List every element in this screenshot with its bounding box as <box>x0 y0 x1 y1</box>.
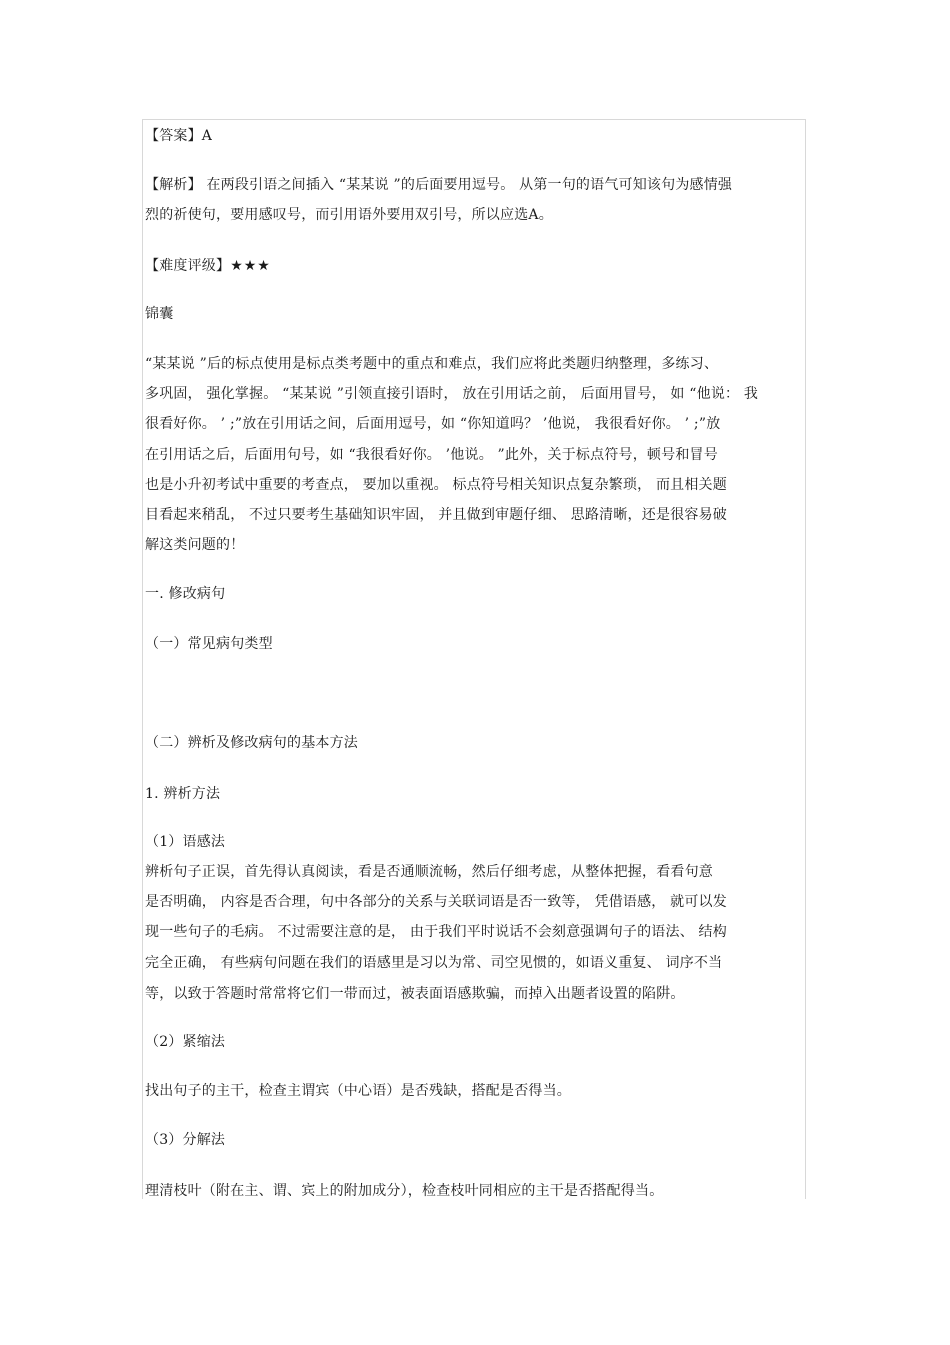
answer-line: 【答案】A <box>145 128 213 144</box>
subsection-methods: （二）辨析及修改病句的基本方法 <box>145 735 358 751</box>
tips-line: 也是小升初考试中重要的考查点， 要加以重视。 标点符号相关知识点复杂繁琐， 而且相关题 <box>145 477 727 493</box>
analysis-line-2: 烈的祈使句，要用感叹号，而引用语外要用双引号，所以应选A。 <box>145 207 553 223</box>
method-1-title: （1）语感法 <box>145 834 226 850</box>
method-2-text: 找出句子的主干，检查主谓宾（中心语）是否残缺，搭配是否得当。 <box>145 1083 571 1099</box>
tips-heading: 锦囊 <box>145 306 174 322</box>
method-heading: 1. 辨析方法 <box>145 786 221 802</box>
difficulty-label: 【难度评级】 <box>145 258 231 274</box>
tips-line: “某某说 ”后的标点使用是标点类考题中的重点和难点，我们应将此类题归纳整理，多练习、 <box>145 356 719 372</box>
tips-line: 解这类问题的！ <box>145 537 245 553</box>
tips-line: 在引用话之后，后面用句号，如 “我很看好你。 ’他说。 ”此外，关于标点符号，顿号和冒号 <box>145 447 718 463</box>
method-1-line: 完全正确， 有些病句问题在我们的语感里是习以为常、司空见惯的，如语义重复、 词序不当 <box>145 955 723 971</box>
method-2-title: （2）紧缩法 <box>145 1034 226 1050</box>
tips-line: 多巩固， 强化掌握。 “某某说 ”引领直接引语时， 放在引用话之前， 后面用冒号， 如 “他说： 我 <box>145 386 759 402</box>
method-1-line: 辨析句子正误，首先得认真阅读，看是否通顺流畅，然后仔细考虑，从整体把握，看看句意 <box>145 864 713 880</box>
method-1-line: 等，以致于答题时常常将它们一带而过，被表面语感欺骗，而掉入出题者设置的陷阱。 <box>145 986 685 1002</box>
tips-line: 很看好你。 ’ ;”放在引用话之间，后面用逗号，如 “你知道吗？ ’他说， 我很看好你。 ’ ;”放 <box>145 416 721 432</box>
method-1-line: 是否明确， 内容是否合理，句中各部分的关系与关联词语是否一致等， 凭借语感， 就可以发 <box>145 894 727 910</box>
difficulty-line <box>145 256 271 276</box>
method-3-text: 理清枝叶（附在主、谓、宾上的附加成分），检查枝叶同相应的主干是否搭配得当。 <box>145 1183 664 1199</box>
page-frame <box>142 119 806 1199</box>
analysis-line-1: 【解析】 在两段引语之间插入 “某某说 ”的后面要用逗号。 从第一句的语气可知该句为感情强 <box>145 177 733 193</box>
method-3-title: （3）分解法 <box>145 1132 226 1148</box>
section-title: 一. 修改病句 <box>145 586 226 602</box>
difficulty-stars: ★★★ <box>230 258 271 274</box>
method-1-line: 现一些句子的毛病。 不过需要注意的是， 由于我们平时说话不会刻意强调句子的语法、 结构 <box>145 924 727 940</box>
subsection-types: （一）常见病句类型 <box>145 636 273 652</box>
tips-line: 目看起来稍乱， 不过只要考生基础知识牢固， 并且做到审题仔细、 思路清晰，还是很容易破 <box>145 507 727 523</box>
